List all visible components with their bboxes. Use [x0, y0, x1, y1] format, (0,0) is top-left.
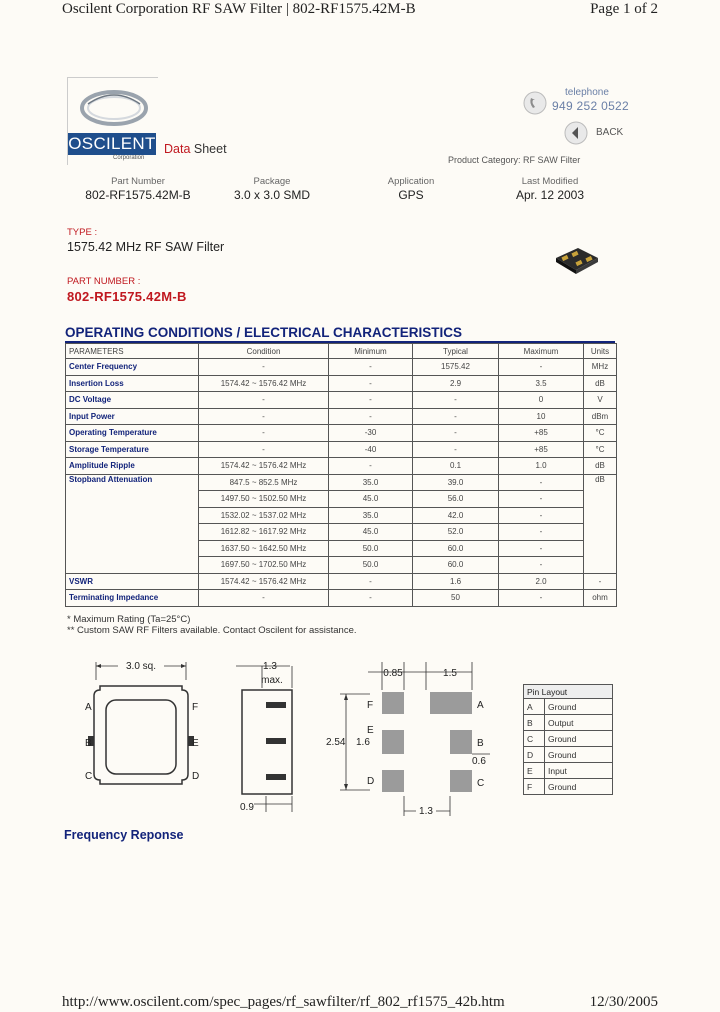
- table-cell: -: [329, 573, 413, 590]
- table-cell: -: [413, 392, 499, 409]
- phone-number[interactable]: 949 252 0522: [552, 99, 630, 113]
- table-cell: 42.0: [413, 507, 499, 524]
- parameter-cell: Input Power: [66, 408, 199, 425]
- table-row: [66, 425, 617, 442]
- table-cell: MHz: [584, 359, 617, 376]
- table-cell: -: [199, 425, 329, 442]
- product-category: Product Category: RF SAW Filter: [448, 155, 581, 165]
- application-value: GPS: [398, 188, 424, 202]
- table-cell: -: [584, 573, 617, 590]
- table-row: [66, 392, 617, 409]
- side-max-label: max.: [261, 675, 283, 686]
- page-url[interactable]: http://www.oscilent.com/spec_pages/rf_sawfilter/rf_802_rf1575_42b.htm: [62, 994, 505, 1010]
- table-cell: 45.0: [329, 491, 413, 508]
- table-cell: 1.6: [413, 573, 499, 590]
- table-cell: V: [584, 392, 617, 409]
- dim-16-label: 1.6: [356, 737, 370, 748]
- dim-254-label: 2.54: [326, 737, 346, 748]
- table-cell: 2.0: [499, 573, 584, 590]
- pin-function: Input: [545, 763, 613, 779]
- table-cell: 56.0: [413, 491, 499, 508]
- column-header: PARAMETERS: [66, 344, 199, 359]
- column-header: Condition: [199, 344, 329, 359]
- phone-label: telephone: [565, 87, 609, 98]
- page-number: Page 1 of 2: [590, 1, 658, 17]
- table-cell: -: [499, 507, 584, 524]
- pin-label-d: D: [192, 771, 200, 782]
- print-date: 12/30/2005: [589, 994, 658, 1010]
- pin-letter: D: [524, 747, 545, 763]
- table-cell: 1532.02 ~ 1537.02 MHz: [199, 507, 329, 524]
- table-cell: -: [499, 524, 584, 541]
- table-cell: 1.0: [499, 458, 584, 475]
- back-arrow-icon[interactable]: [563, 120, 589, 146]
- modified-label: Last Modified: [521, 176, 579, 187]
- logo-wordmark[interactable]: OSCILENT: [68, 134, 156, 153]
- table-cell: dB: [584, 458, 617, 475]
- pin-layout-title: Pin Layout: [524, 685, 613, 699]
- table-cell: 1637.50 ~ 1642.50 MHz: [199, 540, 329, 557]
- side-height-label: 1.3: [263, 661, 277, 672]
- page-title: Oscilent Corporation RF SAW Filter | 802-RF1575.42M-B: [62, 1, 416, 17]
- pin-function: Ground: [545, 731, 613, 747]
- table-cell: -: [413, 441, 499, 458]
- side-view-drawing: [228, 656, 298, 814]
- table-cell: 0.1: [413, 458, 499, 475]
- table-row: [524, 747, 613, 763]
- table-cell: -: [413, 408, 499, 425]
- table-cell: -40: [329, 441, 413, 458]
- pin-label-a: A: [85, 702, 92, 713]
- pin-function: Ground: [545, 779, 613, 795]
- table-cell: dB: [584, 375, 617, 392]
- table-cell: 60.0: [413, 557, 499, 574]
- logo-subtitle: Corporation: [113, 155, 145, 161]
- table-cell: °C: [584, 425, 617, 442]
- table-cell: 39.0: [413, 474, 499, 491]
- table-row: [66, 441, 617, 458]
- dim-13-label: 1.3: [419, 806, 433, 817]
- table-cell: -: [499, 359, 584, 376]
- table-cell: -: [499, 557, 584, 574]
- table-cell: 2.9: [413, 375, 499, 392]
- pin-function: Ground: [545, 699, 613, 715]
- table-row: [524, 731, 613, 747]
- table-cell: ohm: [584, 590, 617, 607]
- table-row: [66, 408, 617, 425]
- fp-pin-f: F: [367, 700, 374, 711]
- pin-function: Ground: [545, 747, 613, 763]
- table-cell: 50.0: [329, 557, 413, 574]
- page-header: [0, 0, 720, 22]
- table-cell: 50.0: [329, 540, 413, 557]
- parameter-cell: Operating Temperature: [66, 425, 199, 442]
- table-row: [524, 715, 613, 731]
- table-row: [66, 590, 617, 607]
- part-number-label: Part Number: [111, 176, 165, 187]
- frequency-response-heading: Frequency Reponse: [64, 828, 184, 842]
- table-cell: 3.5: [499, 375, 584, 392]
- table-cell: -: [329, 392, 413, 409]
- table-cell: -: [329, 458, 413, 475]
- table-cell: -: [499, 474, 584, 491]
- dim-15-label: 1.5: [443, 668, 457, 679]
- table-cell: 10: [499, 408, 584, 425]
- pin-label-c: C: [85, 771, 93, 782]
- table-cell: +85: [499, 425, 584, 442]
- part-number-value: 802-RF1575.42M-B: [85, 188, 191, 202]
- pin-table-header: [524, 685, 613, 699]
- table-cell: -: [499, 491, 584, 508]
- table-row: [524, 779, 613, 795]
- table-row: [524, 699, 613, 715]
- fp-pin-c: C: [477, 778, 485, 789]
- modified-value: Apr. 12 2003: [515, 188, 585, 202]
- table-cell: °C: [584, 441, 617, 458]
- parameter-cell: VSWR: [66, 573, 199, 590]
- sheet-word: Sheet: [193, 142, 227, 156]
- table-row: [524, 763, 613, 779]
- pin-label-e: E: [192, 738, 199, 749]
- pin-letter: B: [524, 715, 545, 731]
- column-header: Units: [584, 344, 617, 359]
- part-number-heading: 802-RF1575.42M-B: [67, 289, 187, 304]
- spec-table: [65, 343, 617, 607]
- table-row: [66, 474, 617, 491]
- table-cell: 50: [413, 590, 499, 607]
- table-row: [66, 573, 617, 590]
- table-cell: +85: [499, 441, 584, 458]
- application-label: Application: [387, 176, 435, 187]
- parameter-cell: Insertion Loss: [66, 375, 199, 392]
- table-cell: -: [199, 441, 329, 458]
- parameter-cell: Storage Temperature: [66, 441, 199, 458]
- table-cell: 0: [499, 392, 584, 409]
- table-cell: -: [329, 408, 413, 425]
- top-view-drawing: [78, 656, 212, 814]
- type-value: 1575.42 MHz RF SAW Filter: [67, 240, 225, 254]
- table-cell: 1497.50 ~ 1502.50 MHz: [199, 491, 329, 508]
- parameter-cell: Terminating Impedance: [66, 590, 199, 607]
- package-label: Package: [253, 176, 291, 187]
- table-cell: -: [199, 408, 329, 425]
- fp-pin-b: B: [477, 738, 484, 749]
- table-cell: 35.0: [329, 507, 413, 524]
- table-cell: -: [329, 375, 413, 392]
- table-cell: 1612.82 ~ 1617.92 MHz: [199, 524, 329, 541]
- package-value: 3.0 x 3.0 SMD: [233, 188, 311, 202]
- data-word: Data: [164, 142, 191, 156]
- table-cell: dB: [584, 474, 617, 573]
- table-cell: 1575.42: [413, 359, 499, 376]
- table-cell: -: [199, 392, 329, 409]
- section-title: OPERATING CONDITIONS / ELECTRICAL CHARACTERISTICS: [65, 325, 463, 340]
- dim-06-label: 0.6: [472, 756, 486, 767]
- pin-function: Output: [545, 715, 613, 731]
- table-cell: -: [499, 540, 584, 557]
- table-header-row: [66, 344, 617, 359]
- column-header: Typical: [413, 344, 499, 359]
- type-label: TYPE :: [67, 227, 98, 238]
- table-row: [66, 359, 617, 376]
- table-cell: -: [413, 425, 499, 442]
- pin-letter: C: [524, 731, 545, 747]
- pin-letter: E: [524, 763, 545, 779]
- logo-ring-icon: [78, 86, 150, 132]
- side-bottom-label: 0.9: [240, 802, 254, 813]
- table-cell: -30: [329, 425, 413, 442]
- table-cell: -: [329, 359, 413, 376]
- table-cell: -: [199, 590, 329, 607]
- column-header: Maximum: [499, 344, 584, 359]
- table-cell: -: [329, 590, 413, 607]
- table-cell: 45.0: [329, 524, 413, 541]
- note-custom-filters: ** Custom SAW RF Filters available. Contact Oscilent for assistance.: [67, 625, 357, 636]
- table-cell: 1574.42 ~ 1576.42 MHz: [199, 375, 329, 392]
- pin-label-b: B: [85, 738, 92, 749]
- fp-pin-e: E: [367, 725, 374, 736]
- table-cell: 35.0: [329, 474, 413, 491]
- pin-layout-table: [523, 684, 613, 795]
- fp-pin-a: A: [477, 700, 484, 711]
- part-label: PART NUMBER :: [67, 276, 141, 287]
- table-cell: -: [499, 590, 584, 607]
- data-sheet-label: [164, 142, 227, 156]
- phone-icon: [522, 90, 548, 116]
- table-cell: 1574.42 ~ 1576.42 MHz: [199, 458, 329, 475]
- back-link[interactable]: BACK: [596, 127, 624, 138]
- footprint-drawing: [322, 656, 502, 822]
- column-header: Minimum: [329, 344, 413, 359]
- table-cell: 1697.50 ~ 1702.50 MHz: [199, 557, 329, 574]
- pin-letter: F: [524, 779, 545, 795]
- dim-085-label: 0.85: [383, 668, 403, 679]
- table-cell: 1574.42 ~ 1576.42 MHz: [199, 573, 329, 590]
- fp-pin-d: D: [367, 776, 375, 787]
- table-cell: 60.0: [413, 540, 499, 557]
- table-cell: -: [199, 359, 329, 376]
- parameter-cell: DC Voltage: [66, 392, 199, 409]
- parameter-cell: Stopband Attenuation: [66, 474, 199, 573]
- top-view-width-label: 3.0 sq.: [125, 661, 157, 672]
- table-row: [66, 375, 617, 392]
- note-max-rating: * Maximum Rating (Ta=25°C): [67, 614, 191, 625]
- table-cell: 52.0: [413, 524, 499, 541]
- component-photo: [552, 246, 602, 276]
- pin-label-f: F: [192, 702, 199, 713]
- table-cell: 847.5 ~ 852.5 MHz: [199, 474, 329, 491]
- table-row: [66, 458, 617, 475]
- parameter-cell: Center Frequency: [66, 359, 199, 376]
- parameter-cell: Amplitude Ripple: [66, 458, 199, 475]
- table-cell: dBm: [584, 408, 617, 425]
- pin-letter: A: [524, 699, 545, 715]
